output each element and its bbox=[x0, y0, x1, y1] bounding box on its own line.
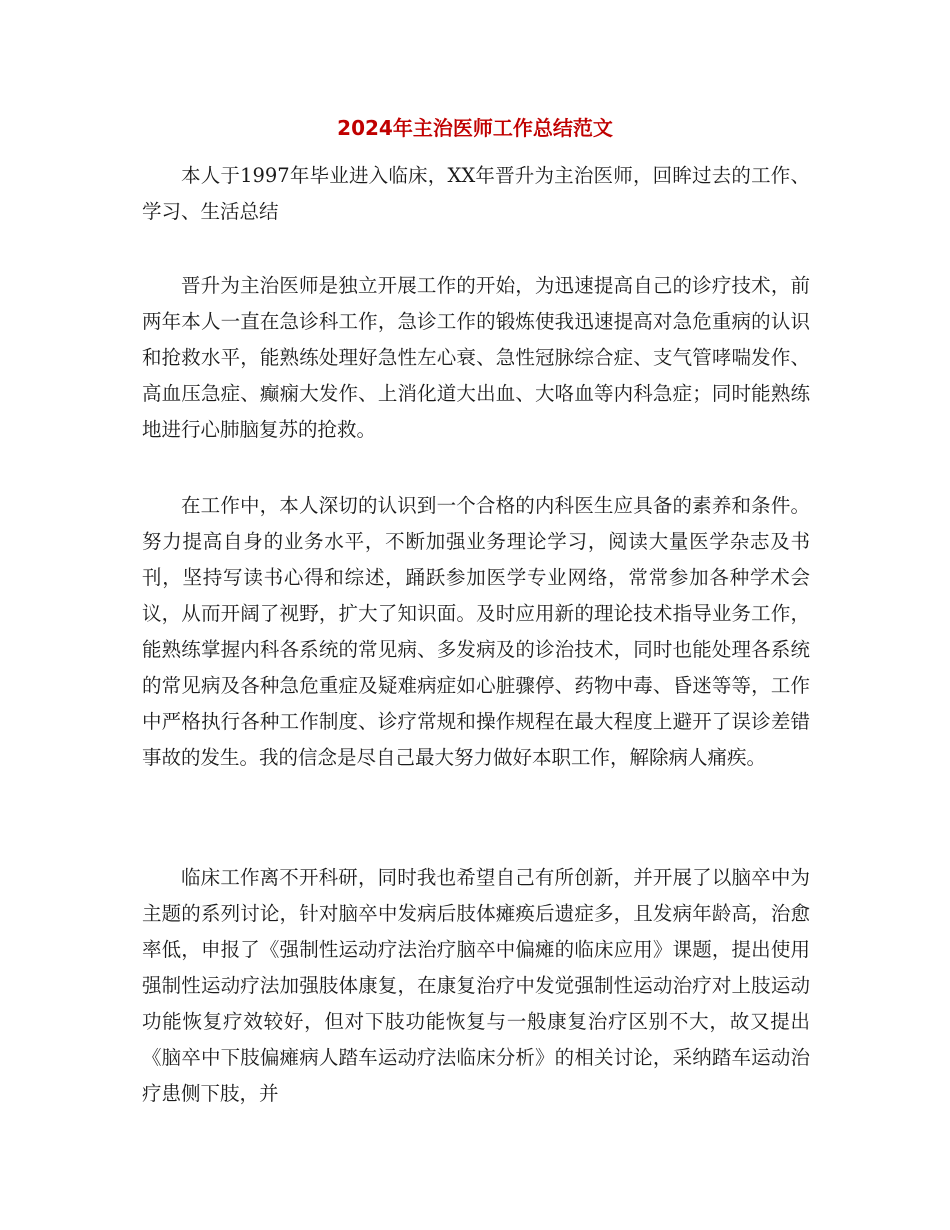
document-title: 2024年主治医师工作总结范文 bbox=[337, 116, 613, 140]
paragraph-research: 临床工作离不开科研，同时我也希望自己有所创新，并开展了以脑卒中为主题的系列讨论，针对脑卒中发病后肢体瘫痪后遗症多，且发病年龄高，治愈率低，申报了《强制性运动疗法治疗脑卒中偏瘫的临床应用》课题，提出使用强制性运动疗法加强肢体康复，在康复治疗中发觉强制性运动治疗对上肢运动功能恢复疗效较好，但对下肢功能恢复与一般康复治疗区别不大，故又提出《脑卒中下肢偏瘫病人踏车运动疗法临床分析》的相关讨论，采纳踏车运动治疗患侧下肢，并 bbox=[142, 866, 810, 1105]
paragraph-emergency-work: 晋升为主治医师是独立开展工作的开始，为迅速提高自己的诊疗技术，前两年本人一直在急诊科工作，急诊工作的锻炼使我迅速提高对急危重病的认识和抢救水平，能熟练处理好急性左心衰、急性冠脉综合症、支气管哮喘发作、高血压急症、癫痫大发作、上消化道大出血、大咯血等内科急症；同时能熟练地进行心肺脑复苏的抢救。 bbox=[142, 274, 810, 441]
paragraph-professional-development: 在工作中，本人深切的认识到一个合格的内科医生应具备的素养和条件。努力提高自身的业务水平，不断加强业务理论学习，阅读大量医学杂志及书刊，坚持写读书心得和综述，踊跃参加医学专业网络，常常参加各种学术会议，从而开阔了视野，扩大了知识面。及时应用新的理论技术指导业务工作，能熟练掌握内科各系统的常见病、多发病及的诊治技术，同时也能处理各系统的常见病及各种急危重症及疑难病症如心脏骤停、药物中毒、昏迷等等，工作中严格执行各种工作制度、诊疗常规和操作规程在最大程度上避开了误诊差错事故的发生。我的信念是尽自己最大努力做好本职工作，解除病人痛疾。 bbox=[142, 494, 810, 769]
paragraph-intro: 本人于1997年毕业进入临床，XX年晋升为主治医师，回眸过去的工作、学习、生活总结 bbox=[142, 164, 810, 223]
